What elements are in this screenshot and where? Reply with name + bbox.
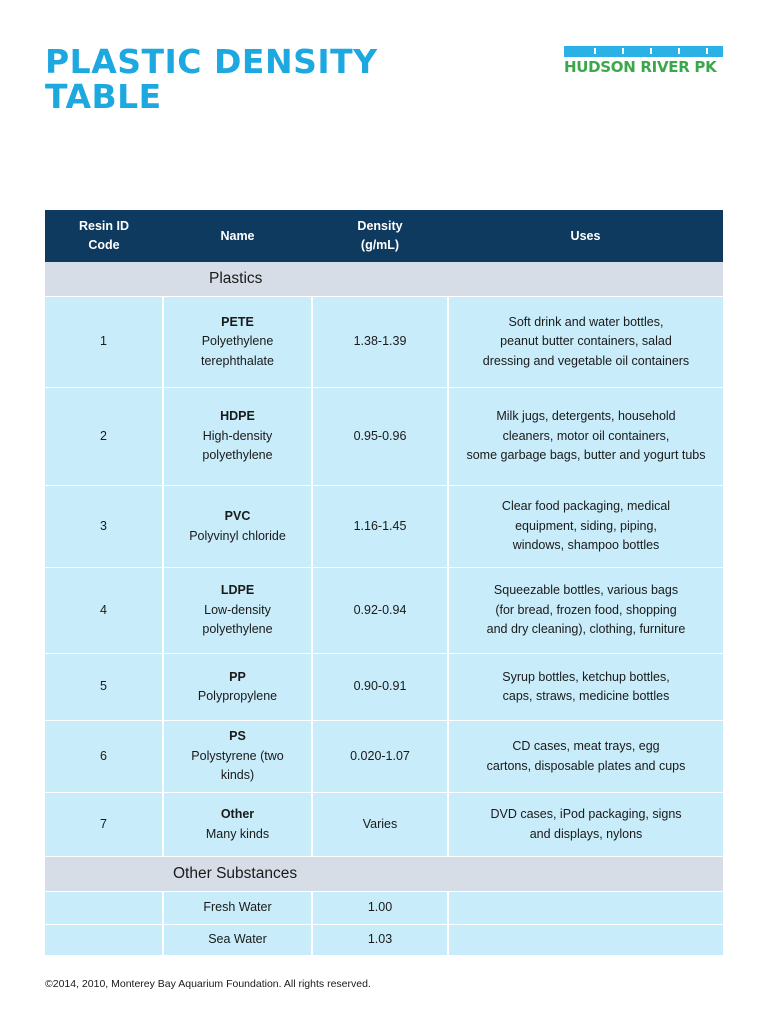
plastic-full-name-line1: Polyvinyl chloride [189, 528, 286, 543]
plastic-abbr: HDPE [220, 409, 255, 424]
plastic-full-name-line2: polyethylene [202, 622, 273, 637]
uses-line: dressing and vegetable oil containers [482, 353, 690, 368]
plastic-full-name-line1: Polypropylene [197, 689, 278, 703]
resin-code-cell [45, 925, 163, 956]
copyright-footer: ©2014, 2010, Monterey Bay Aquarium Foundation. All rights reserved. [45, 978, 371, 990]
column-header-name: Name [163, 210, 312, 262]
section-row-other-substances [45, 857, 723, 892]
uses-line: cartons, disposable plates and cups [486, 758, 686, 773]
resin-code-cell: 5 [45, 654, 163, 721]
table-header-row [45, 210, 723, 262]
resin-code-cell: 1 [45, 297, 163, 388]
name-cell [163, 721, 312, 793]
uses-line: cleaners, motor oil containers, [502, 428, 670, 443]
uses-line: and displays, nylons [529, 826, 643, 841]
uses-cell [448, 388, 723, 486]
plastic-full-name-line1: Polyethylene [201, 334, 274, 349]
name-cell: Fresh Water [163, 892, 312, 925]
density-cell: 1.16-1.45 [312, 486, 448, 568]
table-row [45, 486, 723, 568]
uses-cell [448, 486, 723, 568]
uses-line: and dry cleaning), clothing, furniture [486, 622, 686, 637]
table-row [45, 892, 723, 925]
density-cell: 1.03 [312, 925, 448, 956]
uses-line: windows, shampoo bottles [512, 538, 660, 553]
resin-code-cell [45, 892, 163, 925]
page-title-line-1: PLASTIC DENSITY [45, 42, 378, 81]
name-cell [163, 388, 312, 486]
density-cell: 0.90-0.91 [312, 654, 448, 721]
density-cell: 0.92-0.94 [312, 568, 448, 654]
resin-code-cell: 3 [45, 486, 163, 568]
section-label-plastics: Plastics [163, 262, 723, 297]
logo-tick [622, 48, 624, 54]
uses-line: Soft drink and water bottles, [508, 314, 664, 329]
section-row-plastics [45, 262, 723, 297]
uses-line: caps, straws, medicine bottles [502, 689, 670, 703]
plastic-full-name-line2: polyethylene [202, 448, 273, 463]
table-row [45, 654, 723, 721]
column-header-density-line1: Density [357, 219, 403, 233]
column-header-uses: Uses [448, 210, 723, 262]
name-cell [163, 793, 312, 857]
resin-code-cell: 2 [45, 388, 163, 486]
uses-cell [448, 925, 723, 956]
plastic-full-name-line1: Many kinds [205, 826, 270, 841]
uses-line: Milk jugs, detergents, household [496, 409, 676, 424]
logo-tick [594, 48, 596, 54]
plastic-abbr: Other [220, 807, 255, 821]
logo-text: HUDSON RIVER PK [564, 58, 717, 76]
plastic-abbr: PETE [221, 314, 254, 329]
plastic-full-name-line2: kinds) [220, 768, 255, 783]
uses-cell [448, 568, 723, 654]
logo-tick [650, 48, 652, 54]
plastic-full-name-line1: Low-density [204, 602, 271, 617]
density-table [45, 210, 723, 956]
name-cell [163, 486, 312, 568]
uses-cell [448, 892, 723, 925]
density-cell: Varies [312, 793, 448, 857]
uses-line: Clear food packaging, medical [501, 499, 671, 514]
resin-code-cell: 7 [45, 793, 163, 857]
uses-cell [448, 721, 723, 793]
uses-line: Squeezable bottles, various bags [493, 583, 679, 598]
uses-cell [448, 793, 723, 857]
logo-tick [678, 48, 680, 54]
column-header-density [312, 210, 448, 262]
logo-bar [564, 46, 723, 57]
table-row [45, 925, 723, 956]
uses-line: equipment, siding, piping, [515, 518, 657, 533]
uses-line: (for bread, frozen food, shopping [495, 602, 677, 617]
section-label-other-substances: Other Substances [45, 857, 723, 892]
name-cell [163, 297, 312, 388]
density-cell: 1.38-1.39 [312, 297, 448, 388]
column-header-resin-line1: Resin ID [78, 219, 129, 233]
logo-tick [706, 48, 708, 54]
uses-line: some garbage bags, butter and yogurt tubs [466, 448, 706, 463]
plastic-full-name-line2: terephthalate [201, 353, 274, 368]
name-cell: Sea Water [163, 925, 312, 956]
uses-line: CD cases, meat trays, egg [512, 739, 660, 753]
table-row [45, 568, 723, 654]
table-row [45, 297, 723, 388]
column-header-density-line2: (g/mL) [360, 238, 400, 252]
hudson-river-park-logo [564, 46, 723, 78]
section-spacer [45, 262, 163, 297]
uses-cell [448, 654, 723, 721]
plastic-full-name-line1: Polystyrene (two [191, 748, 284, 763]
table-row [45, 793, 723, 857]
plastic-full-name-line1: High-density [202, 428, 273, 443]
name-cell [163, 654, 312, 721]
resin-code-cell: 6 [45, 721, 163, 793]
uses-line: Syrup bottles, ketchup bottles, [502, 669, 670, 684]
column-header-resin-id [45, 210, 163, 262]
page-title-line-2: TABLE [45, 77, 162, 116]
table-row [45, 721, 723, 793]
page-title [45, 44, 378, 114]
name-cell [163, 568, 312, 654]
plastic-abbr: PVC [224, 509, 251, 523]
density-cell: 0.95-0.96 [312, 388, 448, 486]
uses-cell [448, 297, 723, 388]
density-cell: 0.020-1.07 [312, 721, 448, 793]
uses-line: peanut butter containers, salad [500, 334, 672, 349]
table-row [45, 388, 723, 486]
uses-line: DVD cases, iPod packaging, signs [490, 807, 682, 821]
column-header-resin-line2: Code [88, 238, 120, 252]
density-cell: 1.00 [312, 892, 448, 925]
plastic-abbr: PP [229, 669, 246, 684]
plastic-abbr: PS [229, 729, 246, 744]
resin-code-cell: 4 [45, 568, 163, 654]
plastic-abbr: LDPE [220, 583, 255, 598]
